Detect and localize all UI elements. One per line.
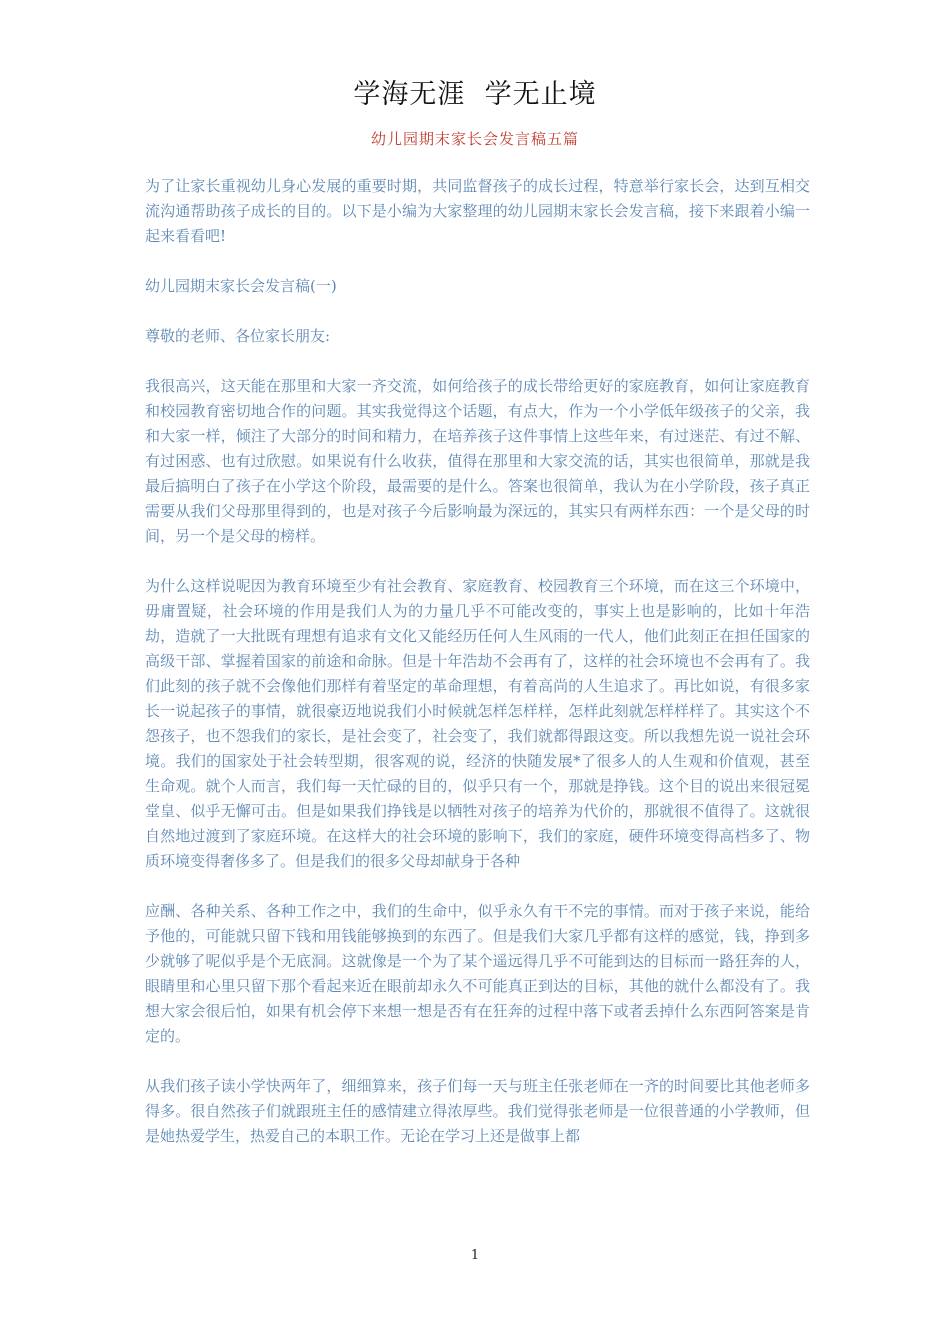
document-title: 幼儿园期末家长会发言稿五篇 [370,130,579,148]
body-paragraph: 从我们孩子读小学快两年了，细细算来，孩子们每一天与班主任张老师在一齐的时间要比其他老师多得多。很自然孩子们就跟班主任的感情建立得浓厚些。我们觉得张老师是一位很普通的小学教师，但是她热爱学生，热爱自己的本职工作。无论在学习上还是做事上都 [145,1077,810,1145]
section-heading: 幼儿园期末家长会发言稿(一) [145,277,337,295]
header-motto: 学海无涯 学无止境 [353,79,597,110]
salutation: 尊敬的老师、各位家长朋友: [145,327,331,345]
page-number: 1 [470,1248,480,1263]
body-paragraph: 应酬、各种关系、各种工作之中，我们的生命中，似乎永久有干不完的事情。而对于孩子来说，能给予他的，可能就只留下钱和用钱能够换到的东西了。但是我们大家几乎都有这样的感觉，钱，挣到多少就够了呢似乎是个无底洞。这就像是一个为了某个遥远得几乎不可能到达的目标而一路狂奔的人，眼睛里和心里只留下那个看起来近在眼前却永久不可能真正到达的目标，其他的就什么都没有了。我想大家会很后怕，如果有机会停下来想一想是否有在狂奔的过程中落下或者丢掉什么东西阿答案是肯定的。 [145,902,810,1045]
body-paragraph: 我很高兴，这天能在那里和大家一齐交流，如何给孩子的成长带给更好的家庭教育，如何让家庭教育和校园教育密切地合作的问题。其实我觉得这个话题，有点大，作为一个小学低年级孩子的父亲，我和大家一样，倾注了大部分的时间和精力，在培养孩子这件事情上这些年来，有过迷茫、有过不解、有过困惑、也有过欣慰。如果说有什么收获，值得在那里和大家交流的话，其实也很简单，那就是我最后搞明白了孩子在小学这个阶段，最需要的是什么。答案也很简单，我认为在小学阶段，孩子真正需要从我们父母那里得到的，也是对孩子今后影响最为深远的，其实只有两样东西：一个是父母的时间，另一个是父母的榜样。 [145,377,810,545]
body-paragraph: 为什么这样说呢因为教育环境至少有社会教育、家庭教育、校园教育三个环境，而在这三个环境中，毋庸置疑，社会环境的作用是我们人为的力量几乎不可能改变的，事实上也是影响的，比如十年浩劫，造就了一大批既有理想有追求有文化又能经历任何人生风雨的一代人，他们此刻正在担任国家的高级干部、掌握着国家的前途和命脉。但是十年浩劫不会再有了，这样的社会环境也不会再有了。我们此刻的孩子就不会像他们那样有着坚定的革命理想，有着高尚的人生追求了。再比如说，有很多家长一说起孩子的事情，就很豪迈地说我们小时候就怎样怎样样，怎样此刻就怎样样样了。其实这个不怨孩子，也不怨我们的家长，是社会变了，社会变了，我们就都得跟这变。所以我想先说一说社会环境。我们的国家处于社会转型期，很客观的说，经济的快随发展*了很多人的人生观和价值观，甚至生命观。就个人而言，我们每一天忙碌的目的，似乎只有一个，那就是挣钱。这个目的说出来很冠冕堂皇、似乎无懈可击。但是如果我们挣钱是以牺牲对孩子的培养为代价的，那就很不值得了。这就很自然地过渡到了家庭环境。在这样大的社会环境的影响下，我们的家庭，硬件环境变得高档多了、物质环境变得奢侈多了。但是我们的很多父母却献身于各种 [145,577,810,870]
document-body [145,174,810,1174]
intro-paragraph: 为了让家长重视幼儿身心发展的重要时期，共同监督孩子的成长过程，特意举行家长会，达到互相交流沟通帮助孩子成长的目的。以下是小编为大家整理的幼儿园期末家长会发言稿，接下来跟着小编一起来看看吧! [145,177,810,245]
